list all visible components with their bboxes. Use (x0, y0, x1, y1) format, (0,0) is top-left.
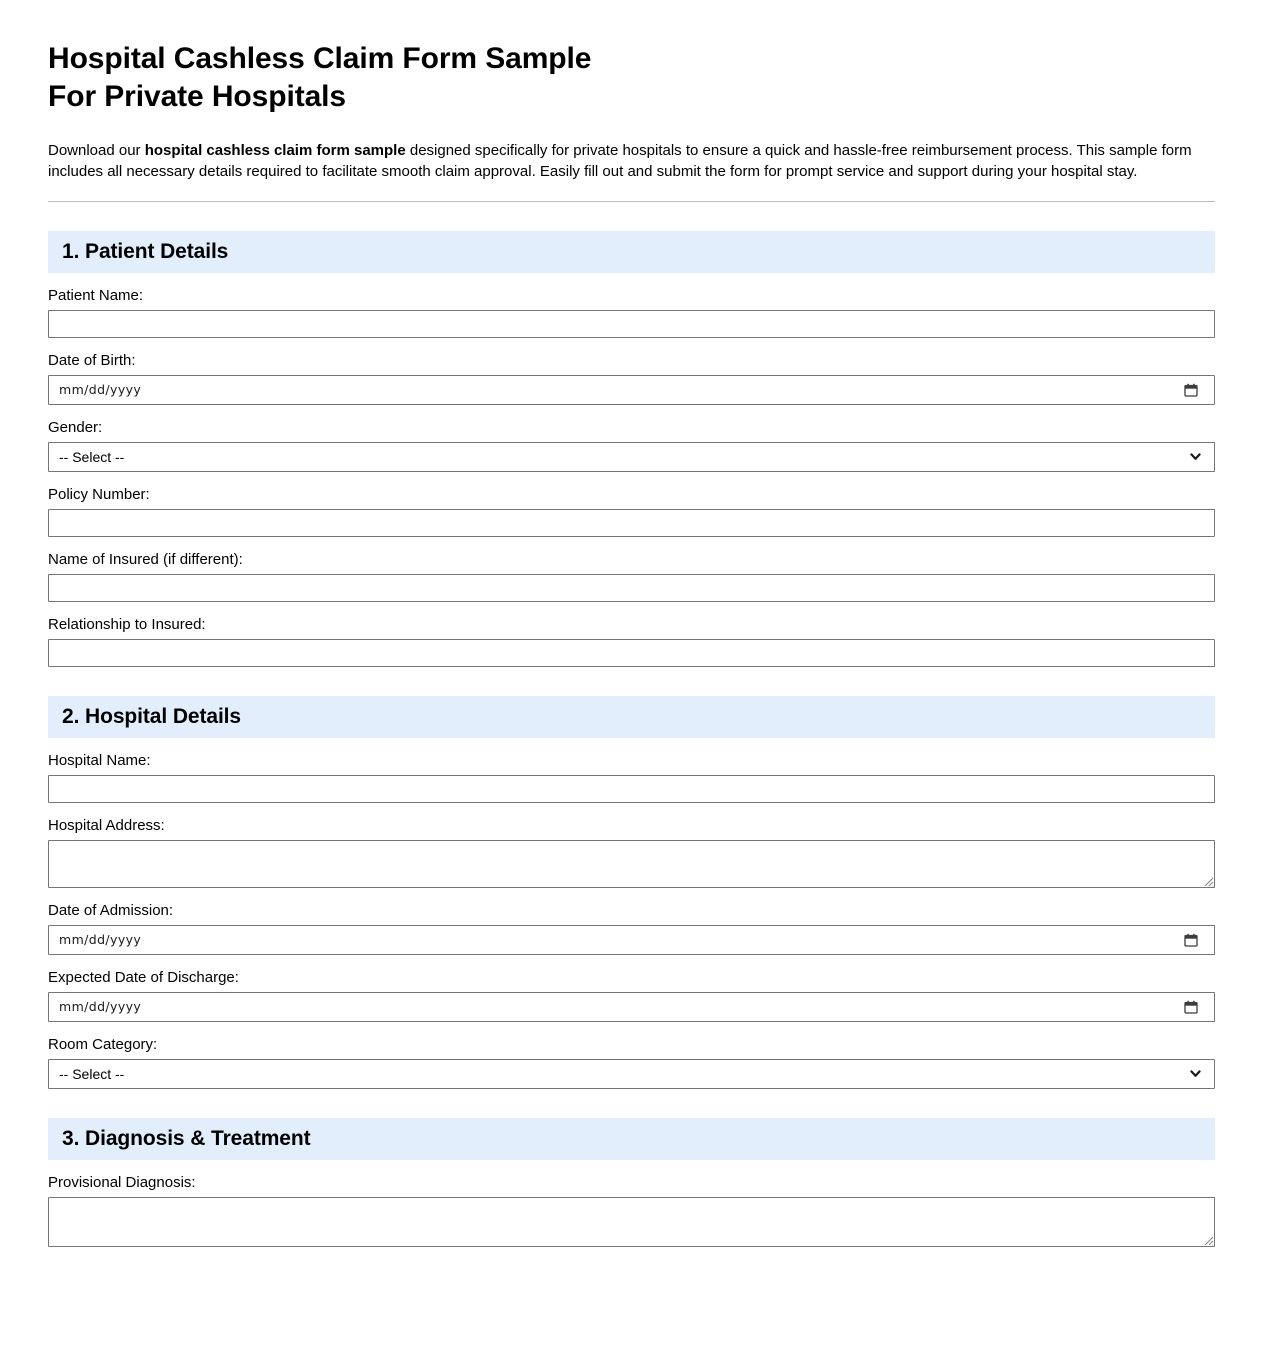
section-header-1-patient-details (48, 231, 1215, 273)
field-room-category (48, 1036, 1215, 1089)
field-relationship-to-insured (48, 616, 1215, 667)
textarea-wrapper-provisional-diagnosis (48, 1197, 1215, 1247)
calendar-icon (1184, 933, 1198, 947)
textarea-wrapper-hospital-address (48, 840, 1215, 888)
form-sections (48, 231, 1215, 1247)
calendar-icon (1184, 1000, 1198, 1014)
section-heading-text: 1. Patient Details (62, 239, 229, 263)
field-expected-date-of-discharge (48, 969, 1215, 1022)
intro-text-bold: hospital cashless claim form sample (144, 142, 406, 160)
section-header-3-diagnosis-treatment (48, 1118, 1215, 1160)
textarea-hospital-address[interactable] (48, 840, 1215, 888)
date-placeholder-date-of-admission: mm/dd/yyyy (59, 932, 142, 948)
label-relationship-to-insured: Relationship to Insured: (48, 615, 206, 633)
field-gender (48, 419, 1215, 472)
select-gender[interactable] (48, 442, 1215, 472)
intro-text-after: designed specifically for private hospitals to ensure a quick and hassle-free reimbursement process. This sample form includes all necessary details required to facilitate smooth claim approval. Easily fill out and submit the form for prompt service and support during your hospital stay. (48, 142, 1192, 181)
input-relationship-to-insured[interactable] (48, 639, 1215, 667)
label-hospital-address: Hospital Address: (48, 816, 165, 834)
textarea-provisional-diagnosis[interactable] (48, 1197, 1215, 1247)
select-value-room-category: -- Select -- (59, 1065, 125, 1082)
chevron-down-icon (1189, 1067, 1202, 1080)
field-name-of-insured-if-different (48, 551, 1215, 602)
page-title (48, 40, 1215, 116)
intro-text-before: Download our (48, 142, 145, 160)
intro-paragraph (48, 140, 1215, 183)
label-provisional-diagnosis: Provisional Diagnosis: (48, 1173, 196, 1191)
label-expected-date-of-discharge: Expected Date of Discharge: (48, 968, 239, 986)
date-placeholder-date-of-birth: mm/dd/yyyy (59, 382, 142, 398)
field-date-of-admission (48, 902, 1215, 955)
input-name-of-insured-if-different[interactable] (48, 574, 1215, 602)
field-hospital-address (48, 817, 1215, 888)
label-patient-name: Patient Name: (48, 286, 144, 304)
field-policy-number (48, 486, 1215, 537)
label-policy-number: Policy Number: (48, 485, 150, 503)
date-input-date-of-birth[interactable] (48, 375, 1215, 405)
select-room-category[interactable] (48, 1059, 1215, 1089)
field-date-of-birth (48, 352, 1215, 405)
input-policy-number[interactable] (48, 509, 1215, 537)
date-input-expected-date-of-discharge[interactable] (48, 992, 1215, 1022)
label-date-of-birth: Date of Birth: (48, 351, 136, 369)
label-gender: Gender: (48, 418, 103, 436)
calendar-icon (1184, 383, 1198, 397)
page-title-line-1: Hospital Cashless Claim Form Sample (48, 42, 592, 75)
date-placeholder-expected-date-of-discharge: mm/dd/yyyy (59, 999, 142, 1015)
label-hospital-name: Hospital Name: (48, 751, 151, 769)
input-patient-name[interactable] (48, 310, 1215, 338)
field-hospital-name (48, 752, 1215, 803)
label-room-category: Room Category: (48, 1035, 158, 1053)
label-name-of-insured-if-different: Name of Insured (if different): (48, 550, 243, 568)
section-heading-text: 3. Diagnosis & Treatment (62, 1126, 311, 1150)
section-header-2-hospital-details (48, 696, 1215, 738)
input-hospital-name[interactable] (48, 775, 1215, 803)
select-value-gender: -- Select -- (59, 448, 125, 465)
section-heading-text: 2. Hospital Details (62, 704, 241, 728)
label-date-of-admission: Date of Admission: (48, 901, 174, 919)
page-title-line-2: For Private Hospitals (48, 80, 346, 114)
chevron-down-icon (1189, 450, 1202, 463)
header-divider (48, 201, 1215, 202)
field-patient-name (48, 287, 1215, 338)
date-input-date-of-admission[interactable] (48, 925, 1215, 955)
field-provisional-diagnosis (48, 1174, 1215, 1247)
